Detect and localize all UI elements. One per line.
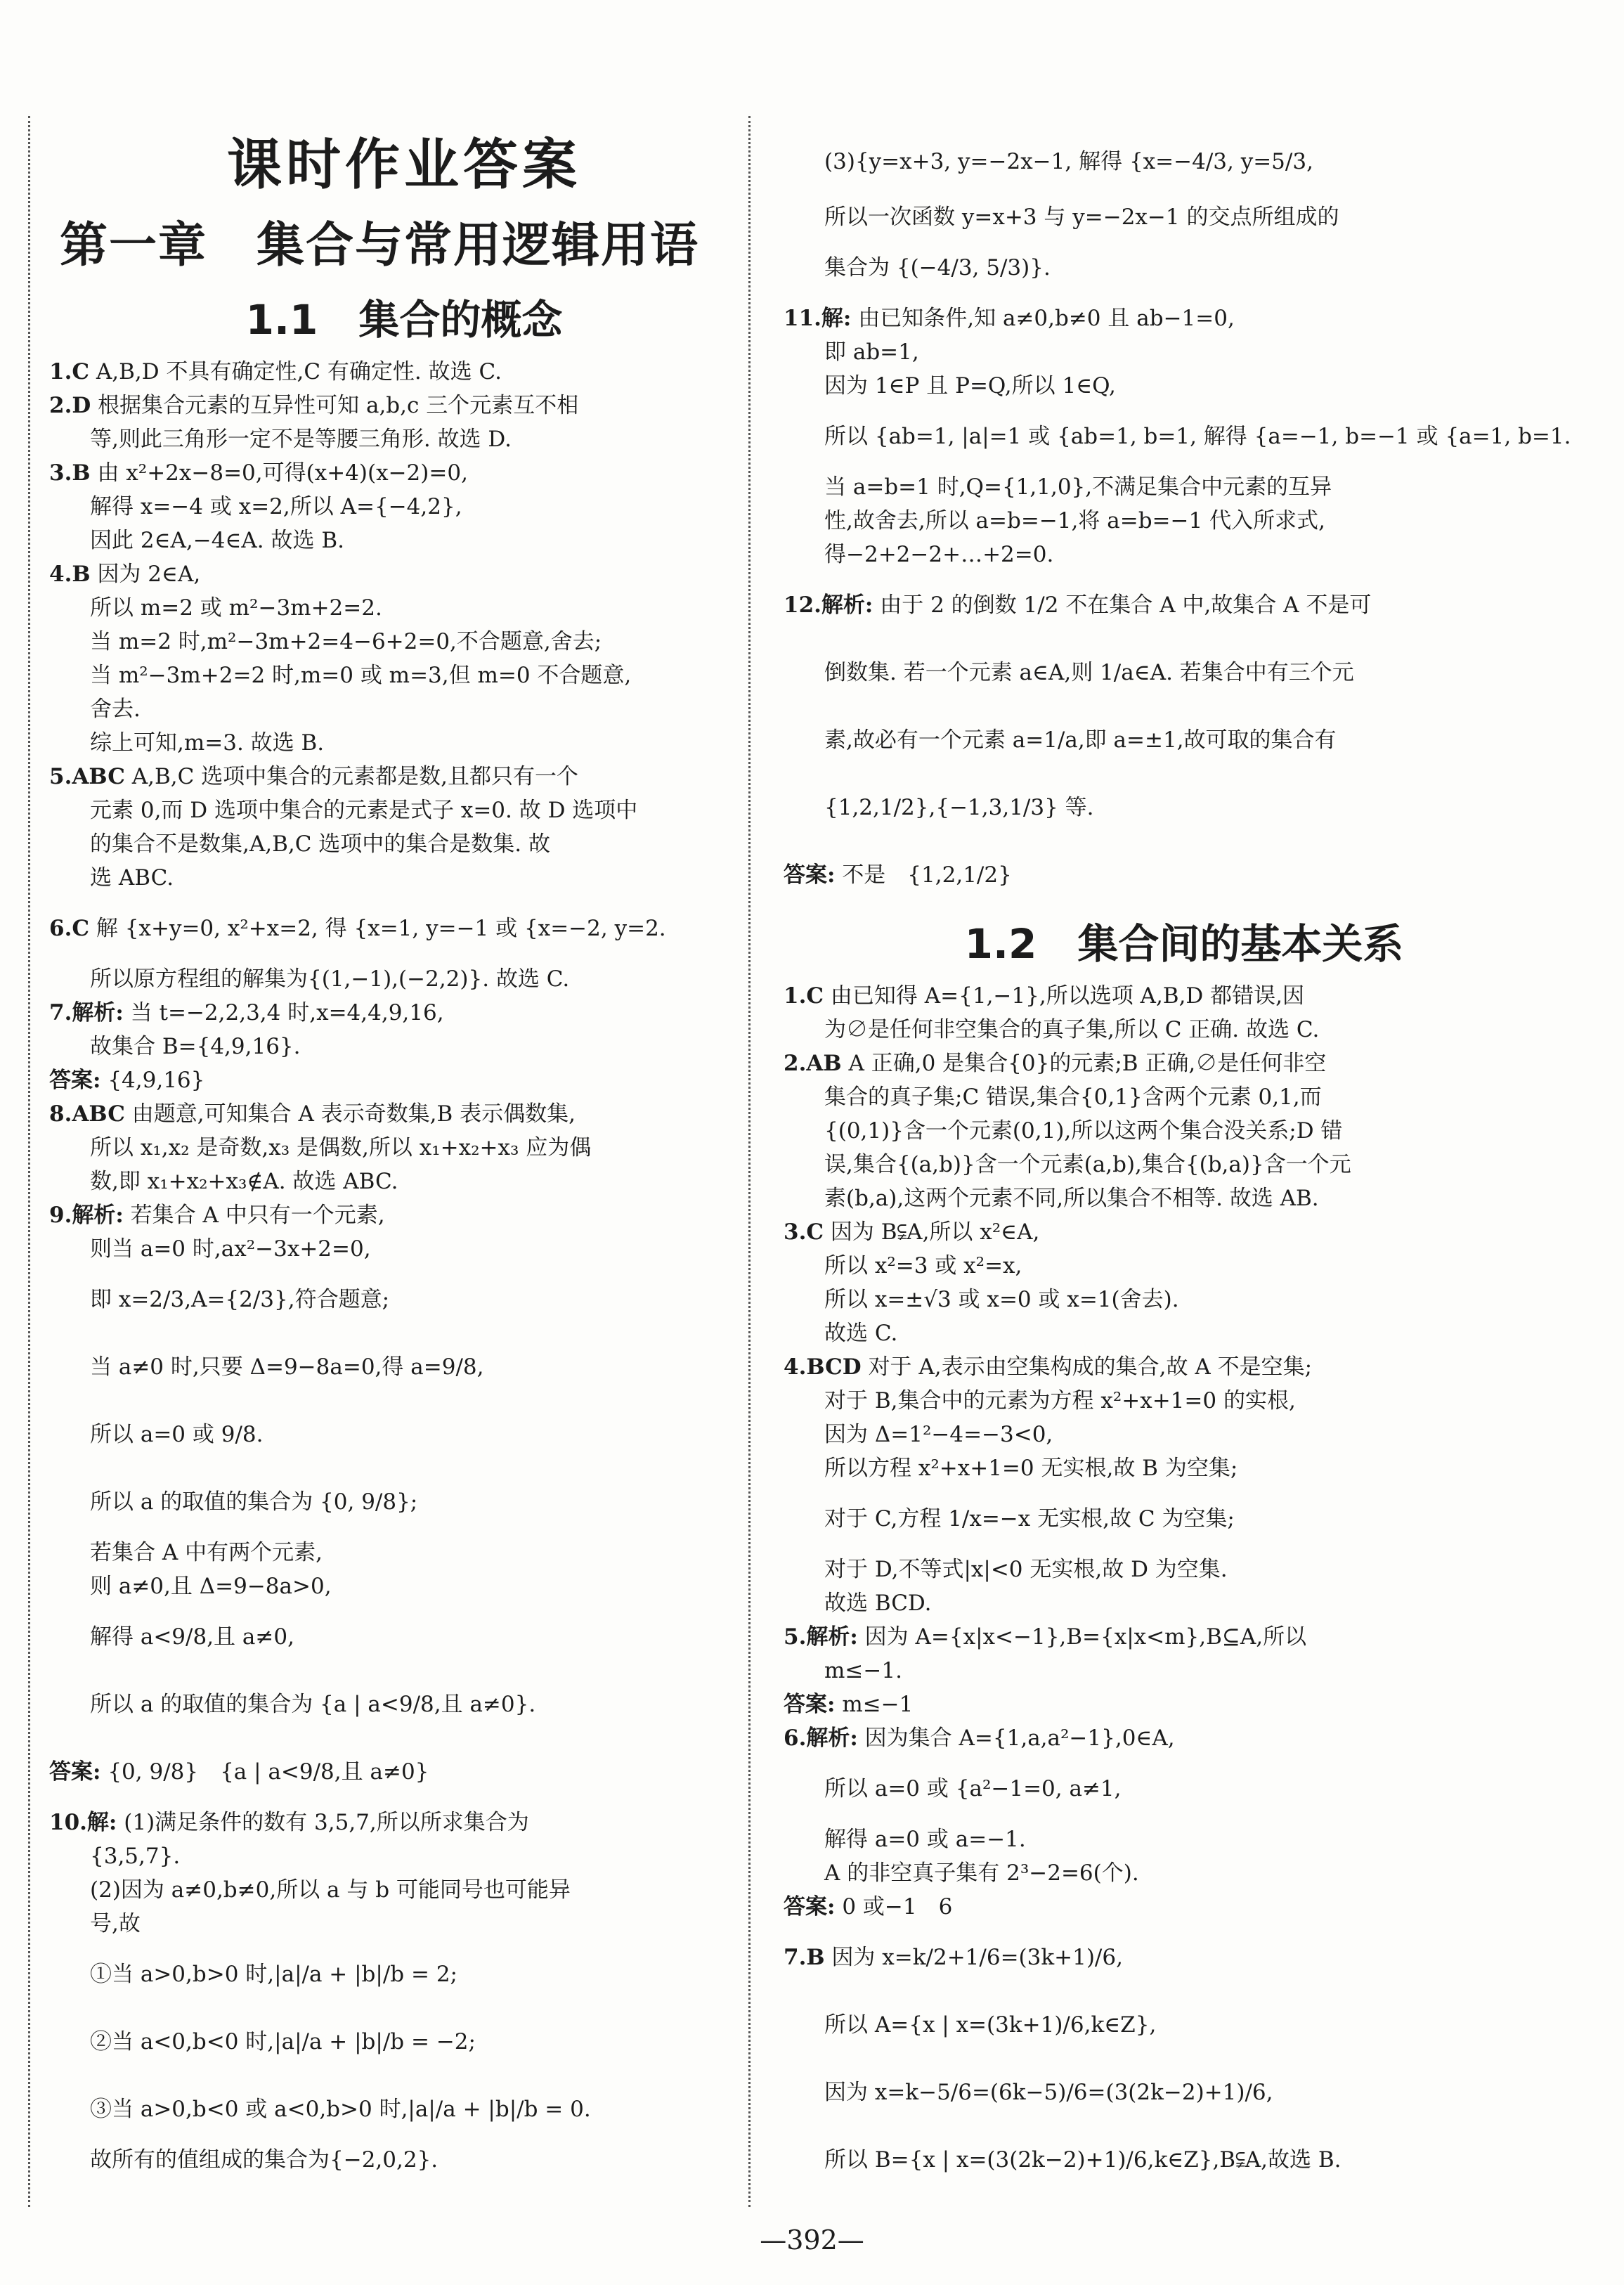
answer-text: 因为 A={x|x<−1},B={x|x<m},B⊆A,所以	[864, 1624, 1307, 1650]
answer-line	[49, 1063, 717, 1097]
answer-line	[784, 1148, 1585, 1182]
answer-line	[49, 1333, 717, 1401]
answer-text: 解得 a=0 或 a=−1.	[824, 1827, 1026, 1852]
answer-text: 0 或−1 6	[842, 1894, 953, 1920]
answer-line	[784, 1856, 1585, 1890]
answer-text: 当 a=b=1 时,Q={1,1,0},不满足集合中元素的互异	[824, 474, 1332, 500]
answer-line	[784, 1047, 1585, 1080]
answer-line	[49, 1603, 717, 1671]
answer-text: 所以 x=±√3 或 x=0 或 x=1(舍去).	[824, 1287, 1179, 1312]
answer-line	[49, 895, 717, 962]
answer-text: 即 ab=1,	[824, 339, 919, 365]
answer-line	[49, 1941, 717, 2008]
answer-text: 因为 2∈A,	[97, 562, 201, 587]
answer-line	[49, 827, 717, 861]
answer-line	[784, 1283, 1585, 1316]
answer-text: ①当 a>0,b>0 时,|a|/a + |b|/b = 2;	[90, 1962, 457, 1987]
answer-line	[784, 1451, 1585, 1485]
answer-line	[784, 1721, 1585, 1755]
answer-text: (2)因为 a≠0,b≠0,所以 a 与 b 可能同号也可能异	[90, 1877, 571, 1903]
answer-text: {1,2,1/2},{−1,3,1/3} 等.	[824, 795, 1094, 820]
answer-line	[49, 659, 717, 692]
answer-label: 答案:	[49, 1068, 101, 1093]
answer-text: 故选 C.	[824, 1321, 898, 1346]
answer-text: 所以 B={x | x=(3(2k−2)+1)/6,k∈Z},B⫋A,故选 B.	[824, 2147, 1342, 2173]
answer-line	[49, 355, 717, 389]
answer-line	[49, 1671, 717, 1738]
answer-text: ③当 a>0,b<0 或 a<0,b>0 时,|a|/a + |b|/b = 0.	[90, 2097, 591, 2122]
answer-line	[784, 1890, 1585, 1924]
chapter-title: 第一章 集合与常用逻辑用语	[59, 218, 699, 273]
answer-text: 所以 x²=3 或 x²=x,	[824, 1253, 1022, 1279]
answer-line	[49, 456, 717, 490]
answer-line	[49, 794, 717, 827]
answer-line	[49, 962, 717, 996]
answer-text: 则当 a=0 时,ax²−3x+2=0,	[90, 1236, 371, 1262]
answer-label: 7.解析:	[49, 1000, 124, 1025]
answer-line	[784, 302, 1585, 335]
answer-line	[784, 639, 1585, 706]
answer-label: 3.C	[784, 1219, 824, 1245]
section-title: 1.2 集合间的基本关系	[964, 920, 1404, 968]
answer-line	[784, 504, 1585, 538]
answer-line	[49, 2076, 717, 2143]
answer-line	[784, 1215, 1585, 1249]
answer-line	[49, 726, 717, 760]
answer-line	[784, 571, 1585, 639]
answer-text: 当 a≠0 时,只要 Δ=9−8a=0,得 a=9/8,	[90, 1354, 484, 1380]
answer-text: 所以原方程组的解集为{(1,−1),(−2,2)}. 故选 C.	[90, 966, 570, 992]
answer-text: 综上可知,m=3. 故选 B.	[90, 730, 325, 756]
answer-text: 集合为 {(−4/3, 5/3)}.	[824, 255, 1051, 280]
answer-text: 则 a≠0,且 Δ=9−8a>0,	[90, 1574, 332, 1599]
answer-line	[49, 861, 717, 895]
answer-line	[784, 1384, 1585, 1418]
answer-text: 所以一次函数 y=x+3 与 y=−2x−1 的交点所组成的	[824, 205, 1339, 230]
answer-text: 的集合不是数集,A,B,C 选项中的集合是数集. 故	[90, 831, 551, 857]
answer-line	[49, 1198, 717, 1232]
answer-line	[784, 538, 1585, 571]
answer-text: 当 m=2 时,m²−3m+2=4−6+2=0,不合题意,舍去;	[90, 629, 602, 654]
answer-text: 舍去.	[90, 697, 141, 722]
answer-text: (3){y=x+3, y=−2x−1, 解得 {x=−4/3, y=5/3,	[824, 149, 1313, 174]
answer-text: 解得 x=−4 或 x=2,所以 A={−4,2},	[90, 494, 462, 519]
answer-line	[49, 2008, 717, 2076]
answer-text: 所以 a=0 或 {a²−1=0, a≠1,	[824, 1776, 1122, 1801]
answer-line	[784, 979, 1585, 1013]
answer-text: 故集合 B={4,9,16}.	[90, 1034, 301, 1059]
answer-text: 所以 x₁,x₂ 是奇数,x₃ 是偶数,所以 x₁+x₂+x₃ 应为偶	[90, 1135, 592, 1160]
answer-line	[49, 1569, 717, 1603]
answer-label: 1.C	[49, 359, 90, 384]
answer-line	[784, 706, 1585, 774]
answer-line	[49, 2143, 717, 2177]
answer-label: 6.C	[49, 916, 90, 941]
answer-text: 数,即 x₁+x₂+x₃∉A. 故选 ABC.	[90, 1169, 398, 1194]
answer-line	[784, 1553, 1585, 1586]
answer-line	[49, 1266, 717, 1333]
answer-line	[784, 1249, 1585, 1283]
answer-line	[784, 1485, 1585, 1553]
answer-text: ②当 a<0,b<0 时,|a|/a + |b|/b = −2;	[90, 2029, 476, 2054]
answer-line	[49, 1806, 717, 1839]
answer-line	[784, 1991, 1585, 2059]
answer-text: 误,集合{(a,b)}含一个元素(a,b),集合{(b,a)}含一个元	[824, 1152, 1351, 1177]
answer-line	[49, 1907, 717, 1941]
answer-text: A 的非空真子集有 2³−2=6(个).	[824, 1860, 1139, 1886]
answer-text: A,B,C 选项中集合的元素都是数,且都只有一个	[131, 764, 579, 789]
answer-line	[49, 625, 717, 659]
answer-text: 因为 B⫋A,所以 x²∈A,	[830, 1219, 1040, 1245]
answer-line	[784, 369, 1585, 403]
answer-line	[49, 1401, 717, 1468]
answer-label: 11.解:	[784, 306, 852, 331]
answer-line	[49, 591, 717, 625]
answer-line	[49, 490, 717, 524]
answer-line	[784, 2126, 1585, 2194]
answer-label: 9.解析:	[49, 1203, 124, 1228]
answer-line	[49, 1839, 717, 1873]
answer-text: 当 t=−2,2,3,4 时,x=4,4,9,16,	[130, 1000, 444, 1025]
answer-text: 元素 0,而 D 选项中集合的元素是式子 x=0. 故 D 选项中	[90, 798, 638, 823]
answer-text: 等,则此三角形一定不是等腰三角形. 故选 D.	[90, 427, 512, 452]
answer-text: m≤−1	[842, 1692, 914, 1717]
answer-label: 10.解:	[49, 1810, 117, 1835]
page-number: —392—	[760, 2225, 864, 2255]
answer-text: 故所有的值组成的集合为{−2,0,2}.	[90, 2147, 439, 2173]
answer-text: 所以 A={x | x=(3k+1)/6,k∈Z},	[824, 2012, 1157, 2038]
answer-line	[784, 200, 1585, 234]
answer-text: 解得 a<9/8,且 a≠0,	[90, 1624, 294, 1650]
answer-text: 由题意,可知集合 A 表示奇数集,B 表示偶数集,	[131, 1101, 576, 1127]
answer-line	[784, 1654, 1585, 1688]
answer-text: 所以 {ab=1, |a|=1 或 {ab=1, b=1, 解得 {a=−1, b=−1 或 {a=1, b=1.	[824, 424, 1571, 449]
answer-text: 因为 x=k−5/6=(6k−5)/6=(3(2k−2)+1)/6,	[824, 2080, 1273, 2105]
left-column	[49, 123, 717, 2177]
answer-label: 1.C	[784, 983, 824, 1009]
answer-line	[49, 1873, 717, 1907]
answer-text: 对于 C,方程 1/x=−x 无实根,故 C 为空集;	[824, 1506, 1235, 1532]
answer-text: 选 ABC.	[90, 865, 174, 891]
answer-line	[49, 1738, 717, 1806]
answer-label: 6.解析:	[784, 1726, 858, 1751]
answer-line	[49, 389, 717, 422]
answer-text: 故选 BCD.	[824, 1591, 932, 1616]
answer-line	[784, 2059, 1585, 2126]
answer-line	[784, 403, 1585, 470]
answer-text: 因为 1∈P 且 P=Q,所以 1∈Q,	[824, 373, 1116, 399]
answer-text: 由已知得 A={1,−1},所以选项 A,B,D 都错误,因	[830, 983, 1304, 1009]
answer-text: (1)满足条件的数有 3,5,7,所以所求集合为	[124, 1810, 529, 1835]
answer-line	[784, 1418, 1585, 1451]
answer-line	[784, 1182, 1585, 1215]
answer-text: 由 x²+2x−8=0,可得(x+4)(x−2)=0,	[97, 460, 468, 486]
answer-line	[784, 470, 1585, 504]
answer-line	[784, 841, 1585, 909]
answer-text: A 正确,0 是集合{0}的元素;B 正确,∅是任何非空	[848, 1051, 1327, 1076]
answer-text: 由于 2 的倒数 1/2 不在集合 A 中,故集合 A 不是可	[880, 593, 1372, 618]
answer-label: 答案:	[784, 1894, 836, 1920]
answer-text: 素(b,a),这两个元素不同,所以集合不相等. 故选 AB.	[824, 1186, 1319, 1211]
answer-text: 所以 a=0 或 9/8.	[90, 1422, 264, 1447]
answer-label: 12.解析:	[784, 593, 873, 618]
answer-text: 根据集合元素的互异性可知 a,b,c 三个元素互不相	[98, 393, 579, 418]
answer-label: 2.D	[49, 393, 91, 418]
answer-line	[784, 1114, 1585, 1148]
answer-line	[784, 1924, 1585, 1991]
answer-text: {(0,1)}含一个元素(0,1),所以这两个集合没关系;D 错	[824, 1118, 1343, 1144]
answer-text: 对于 B,集合中的元素为方程 x²+x+1=0 的实根,	[824, 1388, 1296, 1413]
answer-label: 7.B	[784, 1945, 825, 1970]
answer-text: 所以方程 x²+x+1=0 无实根,故 B 为空集;	[824, 1456, 1238, 1481]
answer-line	[49, 1131, 717, 1165]
answer-line	[784, 1350, 1585, 1384]
answer-text: {0, 9/8} {a | a<9/8,且 a≠0}	[108, 1759, 429, 1785]
answer-label: 4.BCD	[784, 1354, 862, 1380]
answer-text: 由已知条件,知 a≠0,b≠0 且 ab−1=0,	[858, 306, 1235, 331]
answer-line	[49, 1468, 717, 1536]
answer-text: 解 {x+y=0, x²+x=2, 得 {x=1, y=−1 或 {x=−2, y=2.	[96, 916, 666, 941]
answer-label: 答案:	[784, 1692, 836, 1717]
column-divider	[748, 116, 751, 2207]
answer-line	[49, 524, 717, 557]
answer-line	[49, 760, 717, 794]
answer-label: 2.AB	[784, 1051, 842, 1076]
answer-text: 因为集合 A={1,a,a²−1},0∈A,	[864, 1726, 1175, 1751]
answer-line	[784, 1823, 1585, 1856]
answer-text: 不是 {1,2,1/2}	[842, 862, 1012, 888]
answer-line	[784, 1586, 1585, 1620]
left-answers	[49, 355, 717, 2177]
answer-line	[784, 234, 1585, 302]
answer-label: 5.解析:	[784, 1624, 858, 1650]
left-margin-rule	[28, 116, 30, 2207]
answer-label: 5.ABC	[49, 764, 125, 789]
answer-line	[49, 1030, 717, 1063]
answer-line	[784, 774, 1585, 841]
answer-text: 对于 D,不等式|x|<0 无实根,故 D 为空集.	[824, 1557, 1228, 1582]
answer-text: 因为 Δ=1²−4=−3<0,	[824, 1422, 1053, 1447]
answer-text: 对于 A,表示由空集构成的集合,故 A 不是空集;	[868, 1354, 1313, 1380]
answer-line	[784, 1755, 1585, 1823]
answer-text: 倒数集. 若一个元素 a∈A,则 1/a∈A. 若集合中有三个元	[824, 660, 1354, 685]
answer-line	[49, 1165, 717, 1198]
answer-text: 性,故舍去,所以 a=b=−1,将 a=b=−1 代入所求式,	[824, 508, 1325, 533]
answer-text: 当 m²−3m+2=2 时,m=0 或 m=3,但 m=0 不合题意,	[90, 663, 632, 688]
answer-text: 为∅是任何非空集合的真子集,所以 C 正确. 故选 C.	[824, 1017, 1320, 1042]
answer-label: 4.B	[49, 562, 91, 587]
answer-text: 集合的真子集;C 错误,集合{0,1}含两个元素 0,1,而	[824, 1085, 1322, 1110]
answer-text: 若集合 A 中只有一个元素,	[130, 1203, 385, 1228]
answer-text: m≤−1.	[824, 1658, 902, 1683]
answer-text: {4,9,16}	[108, 1068, 205, 1093]
answer-line	[49, 692, 717, 726]
answer-text: 因为 x=k/2+1/6=(3k+1)/6,	[831, 1945, 1123, 1970]
answer-text: 所以 a 的取值的集合为 {0, 9/8};	[90, 1489, 418, 1515]
answer-label: 答案:	[784, 862, 836, 888]
answer-text: 若集合 A 中有两个元素,	[90, 1540, 323, 1565]
answer-text: 所以 a 的取值的集合为 {a | a<9/8,且 a≠0}.	[90, 1692, 536, 1717]
answer-line	[784, 1080, 1585, 1114]
section-title: 1.1 集合的概念	[245, 296, 563, 344]
answer-text: {3,5,7}.	[90, 1844, 181, 1869]
answer-text: 素,故必有一个元素 a=1/a,即 a=±1,故可取的集合有	[824, 727, 1337, 753]
answer-label: 3.B	[49, 460, 91, 486]
answer-line	[49, 1232, 717, 1266]
answer-label: 8.ABC	[49, 1101, 125, 1127]
answer-label: 答案:	[49, 1759, 101, 1785]
answer-text: A,B,D 不具有确定性,C 有确定性. 故选 C.	[96, 359, 502, 384]
right-column	[784, 123, 1585, 2194]
answer-text: 号,故	[90, 1911, 141, 1936]
right-answers	[784, 123, 1585, 2194]
answer-line	[784, 1013, 1585, 1047]
answer-text: 因此 2∈A,−4∈A. 故选 B.	[90, 528, 344, 553]
answer-line	[784, 123, 1585, 200]
answer-line	[784, 1688, 1585, 1721]
answer-line	[49, 1536, 717, 1569]
answer-line	[784, 335, 1585, 369]
answer-line	[49, 422, 717, 456]
answer-line	[784, 1620, 1585, 1654]
main-title: 课时作业答案	[226, 134, 581, 197]
answer-line	[49, 996, 717, 1030]
answer-line	[49, 1097, 717, 1131]
answer-line	[784, 1316, 1585, 1350]
answer-text: 得−2+2−2+…+2=0.	[824, 542, 1054, 567]
answer-text: 即 x=2/3,A={2/3},符合题意;	[90, 1287, 390, 1312]
answer-text: 所以 m=2 或 m²−3m+2=2.	[90, 595, 382, 621]
answer-line	[49, 557, 717, 591]
